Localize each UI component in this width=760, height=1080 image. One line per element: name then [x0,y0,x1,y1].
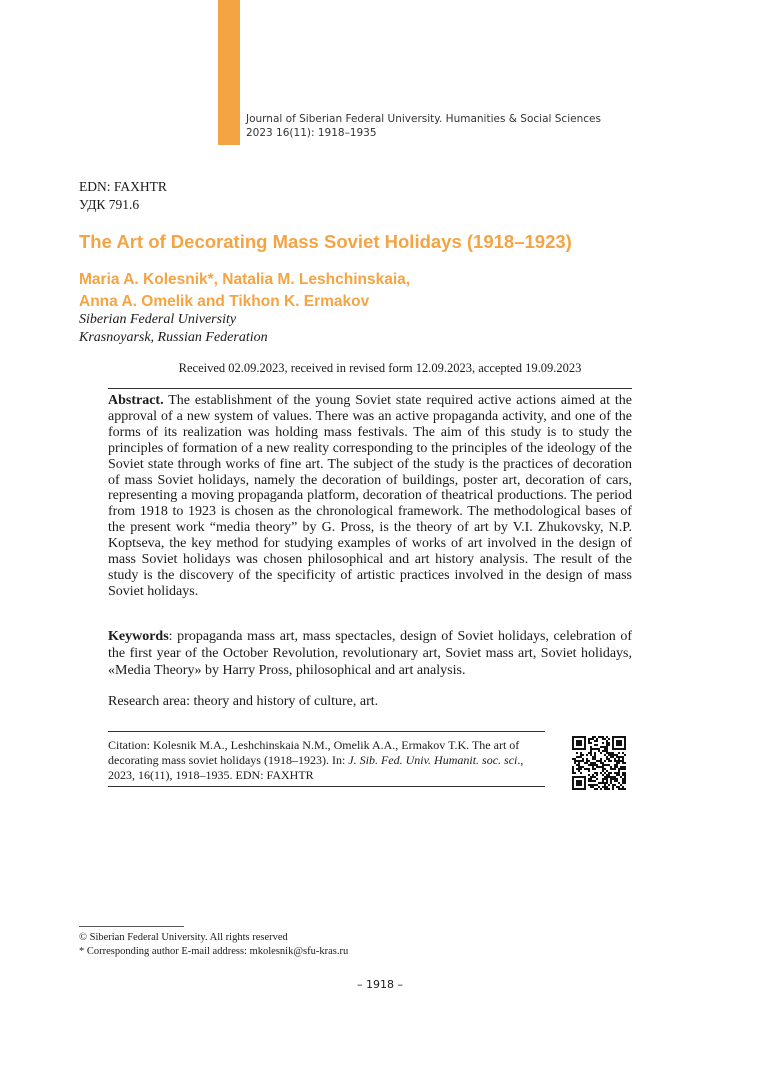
article-title: The Art of Decorating Mass Soviet Holidays (1918–1923) [79,231,572,252]
journal-name: Journal of Siberian Federal University. Humanities & Social Sciences [246,113,601,125]
footnote-copyright: © Siberian Federal University. All rights reserved [79,932,288,943]
page-number: – 1918 – [357,978,403,991]
citation [108,738,548,783]
research-area: Research area: theory and history of culture, art. [108,694,379,709]
citation-top-rule [108,731,545,732]
authors [79,269,410,313]
citation-post: ., 2023, 16(11), 1918–1935. EDN: FAXHTR [108,753,524,782]
abstract-top-rule [108,388,632,389]
affiliation-university: Siberian Federal University [79,312,237,327]
keywords-label: Keywords [108,629,169,644]
edn-code: EDN: FAXHTR [79,179,167,194]
received-dates: Received 02.09.2023, received in revised form 12.09.2023, accepted 19.09.2023 [178,361,582,375]
abstract-label: Abstract. [108,393,164,408]
citation-bottom-rule [108,786,545,787]
affiliation [79,311,268,347]
qr-code-icon[interactable] [572,736,626,790]
footnote-rule [79,926,184,927]
footnote-corresponding: * Corresponding author E-mail address: mkolesnik@sfu-kras.ru [79,946,349,957]
abstract [108,393,632,600]
abstract-text: The establishment of the young Soviet state required active actions aimed at the approval of a new system of values. There was an active propaganda activity, and one of the forms of its realization was holding mass festivals. The aim of this study is to study the principles of formation of a new reality corresponding to the principles of the ideology of the Soviet state through works of fine art. The subject of the study is the practices of decoration of mass Soviet holidays, namely the decoration of buildings, poster art, decoration of cars, representing a moving propaganda platform, decoration of theatrical productions. The period from 1918 to 1923 is chosen as the chronological framework. The methodological bases of the present work “media theory” by G. Pross, is the theory of art by V.I. Zhukovsky, N.P. Koptseva, the key method for studying examples of works of art involved in the design of mass Soviet holidays was chosen philosophical and art history analysis. The result of the study is the discovery of the specificity of artistic practices involved in the design of mass Soviet holidays. [108,393,632,599]
journal-header [246,112,601,140]
identifiers [79,178,167,214]
journal-accent-bar [218,0,240,145]
keywords-text: : propaganda mass art, mass spectacles, design of Soviet holidays, celebration of the first year of the October Revolution, revolutionary art, Soviet mass art, Soviet holidays, «Media Theory» by Harry Pross, philosophical and art analysis. [108,629,632,678]
affiliation-location: Krasnoyarsk, Russian Federation [79,330,268,345]
citation-pre: Citation: Kolesnik M.A., Leshchinskaia N.M., Omelik A.A., Ermakov T.K. The art of decorating mass soviet holidays (1918–1923). In: [108,738,520,767]
keywords [108,628,632,679]
authors-line-2: Anna A. Omelik and Tikhon K. Ermakov [79,293,370,310]
udk-code: УДК 791.6 [79,197,140,212]
authors-line-1: Maria A. Kolesnik*, Natalia M. Leshchinskaia, [79,271,411,288]
citation-journal: J. Sib. Fed. Univ. Humanit. soc. sci [348,753,518,767]
journal-issue: 2023 16(11): 1918–1935 [246,127,377,139]
